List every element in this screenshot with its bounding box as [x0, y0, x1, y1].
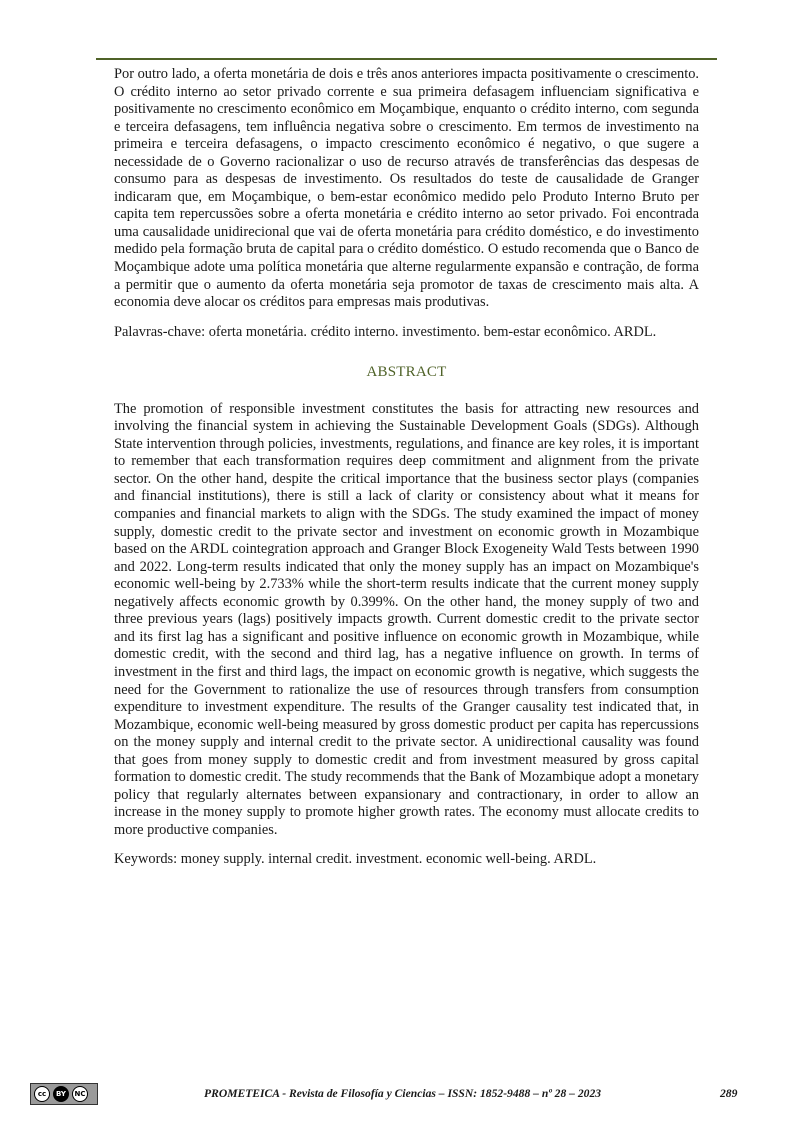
header-rule: [96, 58, 717, 60]
journal-citation: PROMETEICA - Revista de Filosofía y Ciencias – ISSN: 1852-9488 – nº 28 – 2023: [204, 1087, 602, 1100]
page-footer: [0, 1083, 793, 1107]
abstract-paragraph: The promotion of responsible investment constitutes the basis for attracting new resources and involving the financial system in achieving the Sustainable Development Goals (SDGs). Although State intervention through policies, investments, regulations, and finance are key roles, it is important to remember that each transformation requires deep commitment and alignment from the private sector. On the other hand, despite the critical importance that the business sector plays (companies and financial institutions), there is still a lack of clarity or consistency about what it means for companies and financial markets to align with the SDGs. The study examined the impact of money supply, domestic credit to the private sector and investment on economic growth in Mozambique based on the ARDL cointegration approach and Granger Block Exogeneity Wald Tests between 1990 and 2022. Long-term results indicated that only the money supply has an impact on Mozambique's economic well-being by 2.733% while the short-term results indicate that the current money supply negatively affects economic growth by 0.399%. On the other hand, the money supply of two and three previous years (lags) positively impacts growth. Current domestic credit to the private sector and its first lag has a significant and positive influence on economic growth in Mozambique, while domestic credit, with the second and third lag, has a negative influence on growth. In terms of investment in the first and third lags, the impact on economic growth is negative, which suggests the need for the Government to rationalize the use of resources through transfers from consumption expenditure to investment expenditure. The results of the Granger causality test indicated that, in Mozambique, economic well-being measured by gross domestic product per capita has repercussions on the money supply and internal credit to the private sector. A unidirectional causality was found that goes from money supply to domestic credit and from investment measured by gross capital formation to domestic credit. The study recommends that the Bank of Mozambique adopt a monetary policy that regularly alternates between expansionary and contractionary, in order to allow an increase in the money supply to promote higher growth rates. The economy must allocate credits to more productive companies.: [114, 400, 699, 838]
keywords: Keywords: money supply. internal credit. investment. economic well-being. ARDL.: [114, 851, 597, 868]
creative-commons-by-nc-icon[interactable]: [30, 1083, 98, 1105]
page-content: [114, 66, 699, 869]
by-attribution-icon: BY: [53, 1086, 69, 1102]
palavras-chave: Palavras-chave: oferta monetária. crédito interno. investimento. bem-estar econômico. ARDL.: [114, 323, 657, 340]
resumo-paragraph: Por outro lado, a oferta monetária de dois e três anos anteriores impacta positivamente o crescimento. O crédito interno ao setor privado corrente e sua primeira defasagem influenciam significativa e positivamente no crescimento econômico em Moçambique, enquanto o crédito interno, com segunda e terceira defasagens, tem influência negativa sobre o crescimento. Em termos de investimento na primeira e terceira defasagens, o impacto crescimento econômico é negativo, o que sugere a necessidade de o Governo racionalizar o uso de recurso através de transferências das despesas de consumo para as despesas de investimento. Os resultados do teste de causalidade de Granger indicaram que, em Moçambique, o bem-estar econômico medido pelo Produto Interno Bruto per capita tem repercussões sobre a oferta monetária e crédito interno ao setor privado. Foi encontrada uma causalidade unidirecional que vai de oferta monetária para crédito doméstico, e do investimento medido pela formação bruta de capital para o crédito doméstico. O estudo recomenda que o Banco de Moçambique adote uma política monetária que alterne regularmente expansão e contração, de forma a permitir que o aumento da oferta monetária seja promotor de taxas de crescimento mais alta. A economia deve alocar os créditos para empresas mais produtivas.: [114, 66, 699, 311]
abstract-heading: ABSTRACT: [366, 364, 447, 381]
cc-icon: cc: [34, 1086, 50, 1102]
page-number: 289: [720, 1087, 738, 1100]
non-commercial-icon: NC: [72, 1086, 88, 1102]
